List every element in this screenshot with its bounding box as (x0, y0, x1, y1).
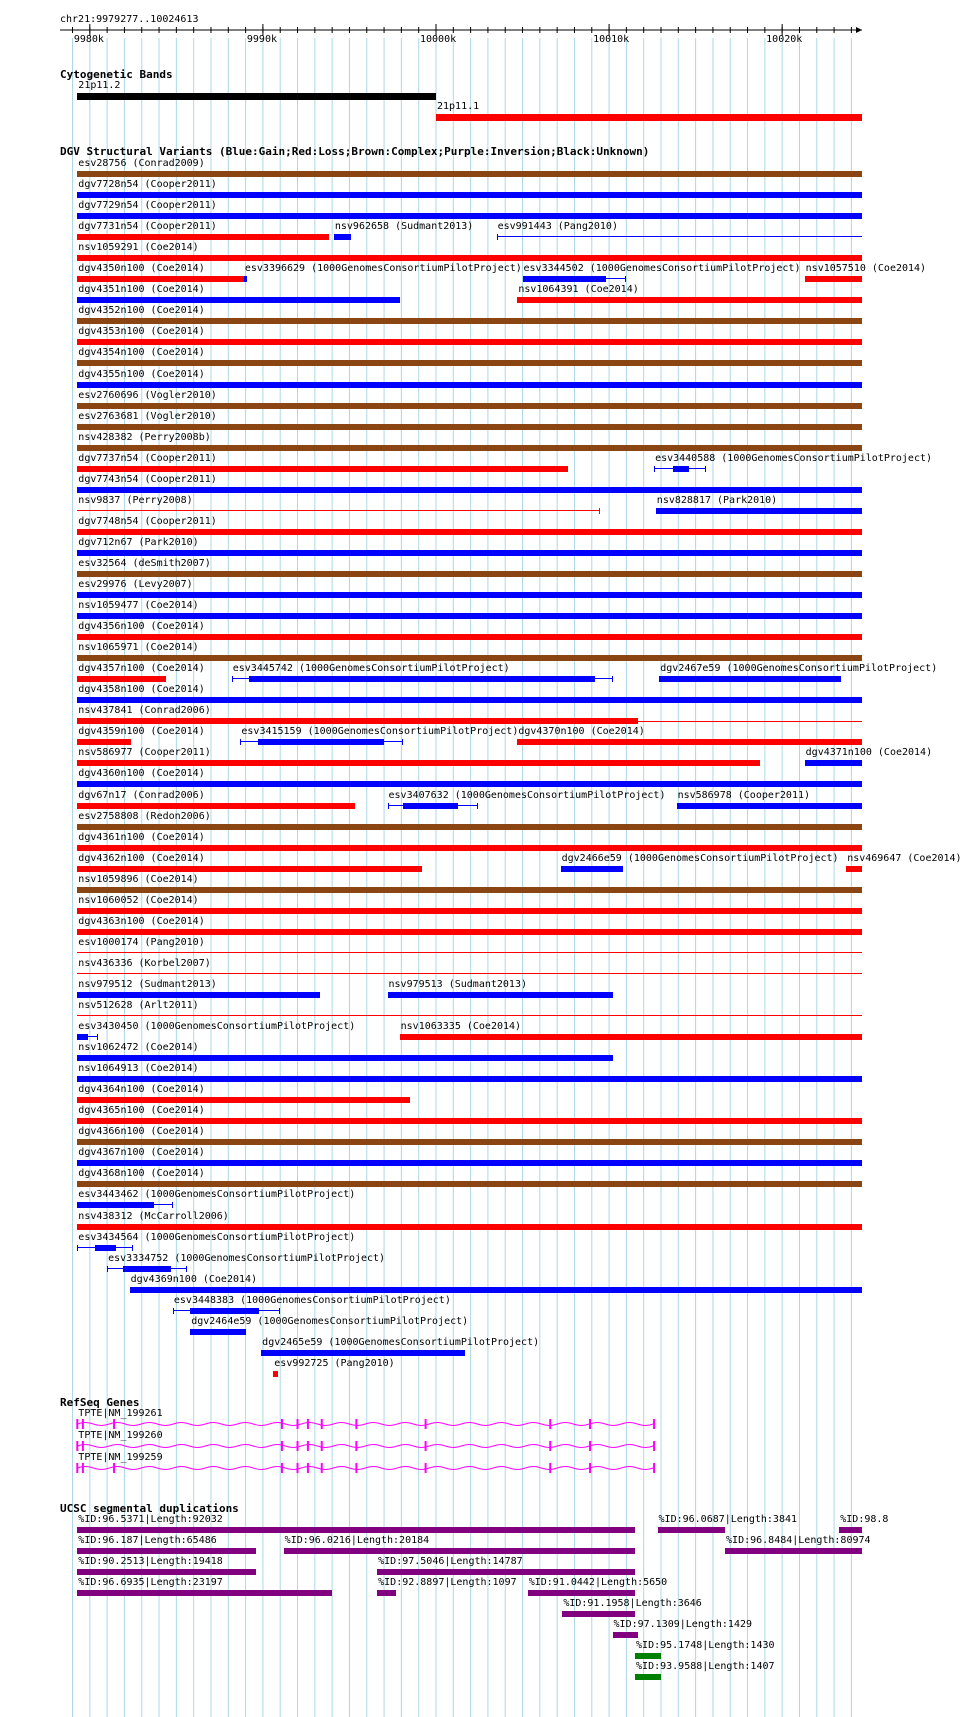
variant-label: esv3396629 (1000GenomesConsortiumPilotProject) (244, 263, 522, 274)
variant-label: dgv4356n100 (Coe2014) (78, 621, 205, 632)
variant-bar[interactable] (77, 403, 862, 409)
segdup-label: %ID:90.2513|Length:19418 (78, 1556, 223, 1567)
variant-label: dgv2464e59 (1000GenomesConsortiumPilotProject) (191, 1316, 469, 1327)
variant-label: dgv2465e59 (1000GenomesConsortiumPilotProject) (262, 1337, 540, 1348)
variant-bar[interactable] (77, 1055, 612, 1061)
variant-bar[interactable] (400, 1034, 862, 1040)
variant-label: esv29976 (Levy2007) (78, 579, 193, 590)
ruler-tick-label: 9990k (246, 34, 277, 45)
variant-cap (654, 466, 655, 472)
segdup-bar[interactable] (635, 1653, 661, 1659)
variant-core[interactable] (403, 803, 458, 809)
variant-label: dgv4362n100 (Coe2014) (78, 853, 205, 864)
variant-bar[interactable] (846, 866, 862, 872)
variant-bar[interactable] (805, 760, 862, 766)
gene-label: TPTE|NM_199260 (78, 1430, 163, 1441)
variant-label: dgv7729n54 (Cooper2011) (78, 200, 217, 211)
variant-label: nsv1057510 (Coe2014) (805, 263, 927, 274)
variant-bar[interactable] (77, 192, 862, 198)
variant-label: esv2760696 (Vogler2010) (78, 390, 217, 401)
variant-label: dgv4370n100 (Coe2014) (518, 726, 645, 737)
variant-bar[interactable] (77, 845, 862, 851)
band-bar[interactable] (436, 114, 862, 121)
band-label: 21p11.1 (436, 101, 480, 112)
variant-bar[interactable] (77, 760, 759, 766)
segdup-label: %ID:96.5371|Length:92032 (78, 1514, 223, 1525)
variant-cap (107, 1266, 108, 1272)
segdup-label: %ID:91.1958|Length:3646 (563, 1598, 702, 1609)
variant-label: nsv828817 (Park2010) (656, 495, 778, 506)
segdup-bar[interactable] (658, 1527, 726, 1533)
variant-cap (132, 1245, 133, 1251)
variant-label: esv3445742 (1000GenomesConsortiumPilotProject) (232, 663, 510, 674)
variant-cap (173, 1308, 174, 1314)
segdup-bar[interactable] (725, 1548, 862, 1554)
variant-bar[interactable] (77, 424, 862, 430)
variant-bar[interactable] (77, 718, 638, 724)
variant-bar[interactable] (77, 487, 862, 493)
variant-label: dgv7728n54 (Cooper2011) (78, 179, 217, 190)
variant-cap (279, 1308, 280, 1314)
variant-bar[interactable] (77, 655, 862, 661)
gene-label: TPTE|NM_199259 (78, 1452, 163, 1463)
variant-label: dgv4357n100 (Coe2014) (78, 663, 205, 674)
variant-label: dgv7731n54 (Cooper2011) (78, 221, 217, 232)
variant-bar[interactable] (77, 1160, 862, 1166)
variant-label: esv992725 (Pang2010) (274, 1358, 395, 1369)
segdup-bar[interactable] (839, 1527, 862, 1533)
variant-bar[interactable] (561, 866, 623, 872)
variant-bar[interactable] (77, 1076, 862, 1082)
variant-label: esv3344502 (1000GenomesConsortiumPilotProject) (523, 263, 801, 274)
variant-label: nsv428382 (Perry2008b) (78, 432, 211, 443)
segdup-label: %ID:93.9588|Length:1407 (636, 1661, 775, 1672)
variant-label: nsv436336 (Korbel2007) (78, 958, 211, 969)
segdup-bar[interactable] (377, 1590, 396, 1596)
variant-core[interactable] (123, 1266, 171, 1272)
variant-label: nsv1059477 (Coe2014) (78, 600, 199, 611)
variant-label: dgv4358n100 (Coe2014) (78, 684, 205, 695)
variant-bar[interactable] (77, 803, 354, 809)
variant-label: esv3334752 (1000GenomesConsortiumPilotProject) (108, 1253, 386, 1264)
variant-label: esv28756 (Conrad2009) (78, 158, 205, 169)
variant-core[interactable] (673, 466, 689, 472)
segdup-bar[interactable] (377, 1569, 635, 1575)
variant-line[interactable] (77, 510, 600, 511)
variant-cap (97, 1034, 98, 1040)
variant-cap (612, 676, 613, 682)
variant-bar[interactable] (77, 676, 166, 682)
variant-cap (705, 466, 706, 472)
variant-bar[interactable] (77, 739, 131, 745)
variant-label: nsv586978 (Cooper2011) (677, 790, 811, 801)
variant-label: dgv67n17 (Conrad2006) (78, 790, 205, 801)
variant-label: nsv586977 (Cooper2011) (78, 747, 211, 758)
variant-bar[interactable] (656, 508, 862, 514)
variant-label: nsv1059291 (Coe2014) (78, 242, 199, 253)
variant-bar[interactable] (77, 866, 422, 872)
variant-cap (172, 1202, 173, 1208)
segdup-bar[interactable] (284, 1548, 635, 1554)
variant-label: nsv1059896 (Coe2014) (78, 874, 199, 885)
segdup-label: %ID:97.1309|Length:1429 (613, 1619, 753, 1630)
variant-bar[interactable] (677, 803, 862, 809)
variant-label: dgv4352n100 (Coe2014) (78, 305, 205, 316)
variant-bar[interactable] (77, 1097, 410, 1103)
variant-bar[interactable] (77, 255, 862, 261)
segdup-label: %ID:98.8 (840, 1514, 889, 1525)
variant-label: esv32564 (deSmith2007) (78, 558, 211, 569)
segdup-track-title: UCSC segmental duplications (60, 1502, 239, 1515)
genes-track-title: RefSeq Genes (60, 1396, 140, 1409)
variant-label: dgv4350n100 (Coe2014) (78, 263, 205, 274)
ruler-tick-label: 9980k (73, 34, 104, 45)
variant-bar[interactable] (261, 1350, 465, 1356)
variant-bar[interactable] (517, 297, 862, 303)
variant-line[interactable] (77, 952, 862, 953)
variant-bar[interactable] (77, 339, 862, 345)
band-bar[interactable] (77, 93, 436, 100)
variant-label: esv3430450 (1000GenomesConsortiumPilotProject) (78, 1021, 356, 1032)
segdup-bar[interactable] (77, 1548, 256, 1554)
variant-bar[interactable] (77, 592, 862, 598)
segdup-bar[interactable] (562, 1611, 635, 1617)
segdup-label: %ID:92.8897|Length:1097 (378, 1577, 517, 1588)
variant-bar[interactable] (517, 739, 862, 745)
variant-core[interactable] (95, 1245, 116, 1251)
variant-label: nsv1064913 (Coe2014) (78, 1063, 199, 1074)
variant-label: esv3440588 (1000GenomesConsortiumPilotProject) (655, 453, 933, 464)
segdup-label: %ID:95.1748|Length:1430 (636, 1640, 775, 1651)
ruler-tick-label: 10020k (766, 34, 803, 45)
variant-bar[interactable] (77, 1181, 862, 1187)
variant-bar[interactable] (77, 1139, 862, 1145)
variant-bar[interactable] (77, 571, 862, 577)
variant-bar[interactable] (77, 318, 862, 324)
variant-line[interactable] (497, 236, 862, 237)
variant-bar[interactable] (805, 276, 862, 282)
variant-label: nsv962658 (Sudmant2013) (334, 221, 474, 232)
variant-label: dgv7737n54 (Cooper2011) (78, 453, 217, 464)
variant-label: esv3443462 (1000GenomesConsortiumPilotProject) (78, 1189, 356, 1200)
variant-cap (402, 739, 403, 745)
variant-label: dgv4368n100 (Coe2014) (78, 1168, 205, 1179)
variant-bar[interactable] (77, 213, 862, 219)
variant-label: dgv4353n100 (Coe2014) (78, 326, 205, 337)
segdup-bar[interactable] (528, 1590, 635, 1596)
ruler-arrow-icon (856, 27, 862, 33)
segdup-label: %ID:96.8484|Length:80974 (726, 1535, 871, 1546)
variant-bar[interactable] (334, 234, 351, 240)
variant-label: dgv4371n100 (Coe2014) (805, 747, 933, 758)
variant-bar[interactable] (77, 887, 862, 893)
variant-label: dgv4369n100 (Coe2014) (130, 1274, 258, 1285)
variant-label: nsv1065971 (Coe2014) (78, 642, 199, 653)
variant-label: dgv712n67 (Park2010) (78, 537, 199, 548)
bands-track-title: Cytogenetic Bands (60, 68, 173, 81)
variant-label: dgv4365n100 (Coe2014) (78, 1105, 205, 1116)
variant-bar[interactable] (77, 908, 862, 914)
variant-bar[interactable] (77, 634, 862, 640)
variant-cap (186, 1266, 187, 1272)
variant-label: nsv438312 (McCarroll2006) (78, 1211, 229, 1222)
coordinate-ruler[interactable] (0, 0, 890, 60)
variant-bar[interactable] (77, 697, 862, 703)
variant-bar[interactable] (77, 529, 862, 535)
variant-label: dgv4351n100 (Coe2014) (78, 284, 205, 295)
variant-label: esv3434564 (1000GenomesConsortiumPilotProject) (78, 1232, 356, 1243)
variant-core[interactable] (77, 1202, 154, 1208)
segdup-bar[interactable] (613, 1632, 639, 1638)
variant-cap (599, 508, 600, 514)
variant-label: nsv469647 (Coe2014) (847, 853, 962, 864)
variant-bar[interactable] (77, 1118, 862, 1124)
variant-label: esv2758808 (Redon2006) (78, 811, 211, 822)
variant-label: esv2763681 (Vogler2010) (78, 411, 217, 422)
variant-core[interactable] (77, 1034, 88, 1040)
variant-bar[interactable] (77, 613, 862, 619)
variant-bar[interactable] (77, 171, 862, 177)
segdup-bar[interactable] (77, 1527, 635, 1533)
variant-core[interactable] (190, 1308, 259, 1314)
variant-bar[interactable] (388, 992, 613, 998)
variant-cap (232, 676, 233, 682)
dgv-track-title: DGV Structural Variants (Blue:Gain;Red:Loss;Brown:Complex;Purple:Inversion;Black:Unknown) (60, 145, 650, 158)
variant-label: dgv4360n100 (Coe2014) (78, 768, 205, 779)
variant-bar[interactable] (77, 781, 862, 787)
variant-bar[interactable] (77, 276, 244, 282)
variant-bar[interactable] (77, 466, 567, 472)
variant-bar[interactable] (77, 234, 328, 240)
segdup-bar[interactable] (77, 1569, 256, 1575)
variant-label: dgv4366n100 (Coe2014) (78, 1126, 205, 1137)
gene-label: TPTE|NM_199261 (78, 1408, 163, 1419)
variant-cap (240, 739, 241, 745)
segdup-bar[interactable] (635, 1674, 661, 1680)
variant-bar[interactable] (77, 382, 862, 388)
segdup-label: %ID:91.0442|Length:5650 (528, 1577, 668, 1588)
variant-label: dgv7748n54 (Cooper2011) (78, 516, 217, 527)
variant-label: nsv512628 (Arlt2011) (78, 1000, 199, 1011)
segdup-label: %ID:96.0687|Length:3841 (658, 1514, 798, 1525)
variant-cap (497, 234, 498, 240)
variant-label: nsv1060052 (Coe2014) (78, 895, 199, 906)
variant-label: dgv4361n100 (Coe2014) (78, 832, 205, 843)
variant-line[interactable] (77, 1015, 862, 1016)
variant-tail (638, 721, 862, 722)
variant-label: dgv4367n100 (Coe2014) (78, 1147, 205, 1158)
position-label: chr21:9979277..10024613 (60, 14, 199, 25)
variant-label: esv3415159 (1000GenomesConsortiumPilotProject) (241, 726, 519, 737)
variant-label: dgv7743n54 (Cooper2011) (78, 474, 217, 485)
variant-label: nsv1062472 (Coe2014) (78, 1042, 199, 1053)
band-label: 21p11.2 (78, 80, 121, 91)
variant-label: dgv4355n100 (Coe2014) (78, 369, 205, 380)
variant-cap (77, 1245, 78, 1251)
variant-bar[interactable] (77, 992, 320, 998)
variant-core[interactable] (249, 676, 595, 682)
variant-label: dgv4364n100 (Coe2014) (78, 1084, 205, 1095)
variant-label: nsv979513 (Sudmant2013) (388, 979, 527, 990)
variant-bar[interactable] (77, 929, 862, 935)
segdup-label: %ID:97.5046|Length:14787 (378, 1556, 523, 1567)
variant-cap (388, 803, 389, 809)
variant-bar[interactable] (77, 297, 399, 303)
variant-label: nsv437841 (Conrad2006) (78, 705, 211, 716)
variant-label: nsv1064391 (Coe2014) (518, 284, 639, 295)
variant-bar[interactable] (77, 550, 862, 556)
variant-label: dgv4363n100 (Coe2014) (78, 916, 205, 927)
variant-label: esv3448383 (1000GenomesConsortiumPilotProject) (173, 1295, 451, 1306)
variant-label: nsv1063335 (Coe2014) (400, 1021, 522, 1032)
variant-bar[interactable] (244, 276, 247, 282)
variant-label: nsv9837 (Perry2008) (78, 495, 193, 506)
variant-bar[interactable] (77, 824, 862, 830)
variant-label: dgv4359n100 (Coe2014) (78, 726, 205, 737)
variant-core[interactable] (523, 276, 606, 282)
segdup-label: %ID:96.0216|Length:20184 (284, 1535, 430, 1546)
variant-bar[interactable] (77, 1224, 862, 1230)
ruler-tick-label: 10000k (419, 34, 457, 45)
variant-bar[interactable] (130, 1287, 862, 1293)
variant-bar[interactable] (273, 1371, 278, 1377)
variant-label: dgv4354n100 (Coe2014) (78, 347, 205, 358)
variant-label: dgv2466e59 (1000GenomesConsortiumPilotProject) (561, 853, 839, 864)
variant-bar[interactable] (77, 360, 862, 366)
segdup-label: %ID:96.6935|Length:23197 (78, 1577, 223, 1588)
variant-label: esv3407632 (1000GenomesConsortiumPilotProject) (388, 790, 666, 801)
ruler-tick-label: 10010k (593, 34, 630, 45)
variant-label: esv1000174 (Pang2010) (78, 937, 205, 948)
variant-cap (625, 276, 626, 282)
variant-label: dgv2467e59 (1000GenomesConsortiumPilotProject) (660, 663, 938, 674)
segdup-label: %ID:96.187|Length:65486 (78, 1535, 217, 1546)
variant-label: esv991443 (Pang2010) (497, 221, 618, 232)
variant-core[interactable] (258, 739, 384, 745)
variant-label: nsv979512 (Sudmant2013) (78, 979, 217, 990)
variant-bar[interactable] (659, 676, 841, 682)
variant-bar[interactable] (190, 1329, 245, 1335)
variant-cap (477, 803, 478, 809)
variant-bar[interactable] (77, 445, 862, 451)
variant-line[interactable] (77, 973, 862, 974)
segdup-bar[interactable] (77, 1590, 332, 1596)
